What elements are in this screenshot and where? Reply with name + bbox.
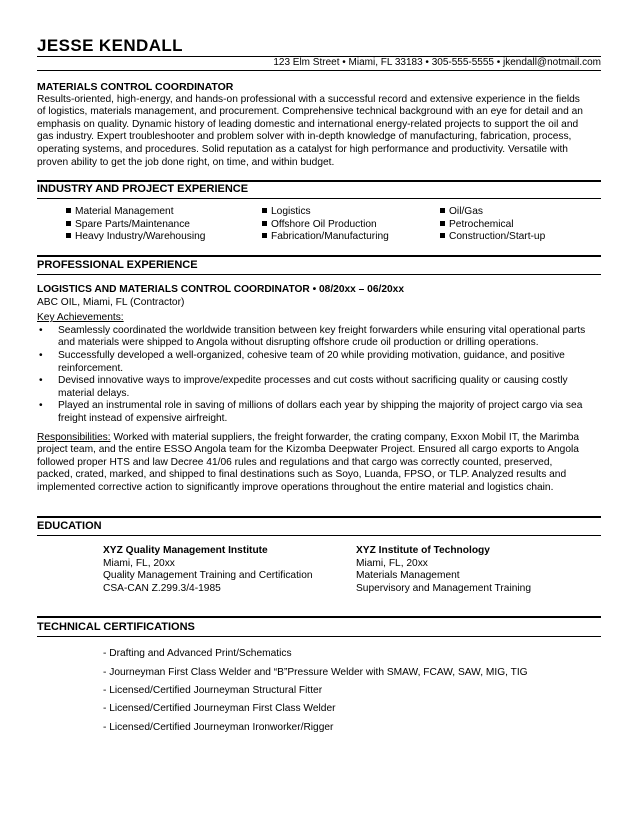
section-rule [37, 616, 601, 618]
contact-line: 123 Elm Street • Miami, FL 33183 • 305-555-5555 • jkendall@notmail.com [273, 57, 601, 68]
summary-line: Results-oriented, high-energy, and hands-on professional with a successful record and extensive experience in the fields [37, 93, 580, 105]
certifications-heading: TECHNICAL CERTIFICATIONS [37, 621, 195, 633]
education-entry: XYZ Quality Management Institute Miami, FL, 20xx Quality Management Training and Certification CSA-CAN Z.299.3/4-1985 [103, 545, 313, 594]
achievement-item: • Devised innovative ways to improve/expedite processes and cut costs without sacrificing quality or causing costly material delays. [39, 375, 568, 399]
section-rule [37, 274, 601, 275]
square-bullet-icon [262, 208, 267, 213]
certification-item: - Licensed/Certified Journeyman Ironworker/Rigger [103, 722, 334, 733]
square-bullet-icon [66, 233, 71, 238]
school-name: XYZ Institute of Technology [356, 545, 490, 556]
industry-item: Construction/Start-up [440, 231, 545, 244]
industry-item: Oil/Gas [440, 206, 545, 219]
responsibilities-paragraph: Responsibilities: Worked with material suppliers, the freight forwarder, the crating company, Exxon Mobil IT, the Marimba project team, and the entire ESSO Angola team for the Kizomba Deepwater Project. Ensured all cargo exports to Angola followed proper HTS and law Decree 41/06 rules and regulations and that cargo was correctly counted, preserved, packed, crated, marked, and shipped to final destinations such as Soyo, Luanda, FPSO, or TLP. Analyzed results and implemented corrective action to significantly improve operations throughout the entire material and logistics chain. [37, 431, 580, 493]
bullet-dot-icon: • [39, 324, 43, 336]
bullet-dot-icon: • [39, 400, 43, 412]
candidate-name: JESSE KENDALL [37, 36, 183, 55]
summary-line: gas industry. Expert troubleshooter and problem solver with in-depth knowledge of manufacturing, fabrication, process, [37, 131, 572, 143]
industry-column-1 [66, 206, 205, 244]
industry-item: Logistics [262, 206, 389, 219]
section-rule [37, 516, 601, 518]
square-bullet-icon [66, 208, 71, 213]
achievement-item: • Seamlessly coordinated the worldwide transition between key freight forwarders while ensuring vital operational parts and materials were shipped to Angola without disrupting offshore crude oil production or drilling operations. [39, 324, 586, 349]
experience-heading: PROFESSIONAL EXPERIENCE [37, 259, 198, 271]
section-rule [37, 535, 601, 536]
section-rule [37, 180, 601, 182]
square-bullet-icon [440, 221, 445, 226]
industry-item: Fabrication/Manufacturing [262, 231, 389, 244]
industry-item: Spare Parts/Maintenance [66, 219, 205, 232]
section-rule [37, 255, 601, 257]
industry-column-2 [262, 206, 389, 244]
experience-entry [37, 284, 601, 495]
industry-heading: INDUSTRY AND PROJECT EXPERIENCE [37, 183, 249, 195]
industry-item: Heavy Industry/Warehousing [66, 231, 205, 244]
achievements-label: Key Achievements: [37, 312, 124, 324]
industry-item: Material Management [66, 206, 205, 219]
square-bullet-icon [66, 221, 71, 226]
summary-line: emphasis on quality. Dynamic history of leading domestic and international energy-related projects to support the oil and [37, 118, 579, 130]
industry-item: Petrochemical [440, 219, 545, 232]
certification-item: - Licensed/Certified Journeyman Structural Fitter [103, 685, 323, 696]
square-bullet-icon [440, 208, 445, 213]
certification-item: - Licensed/Certified Journeyman First Class Welder [103, 703, 336, 714]
contact-rule [37, 70, 601, 71]
square-bullet-icon [262, 233, 267, 238]
education-heading: EDUCATION [37, 520, 102, 532]
industry-column-3 [440, 206, 545, 244]
education-entry: XYZ Institute of Technology Miami, FL, 20xx Materials Management Supervisory and Management Training [356, 545, 531, 594]
certification-item: - Drafting and Advanced Print/Schematics [103, 648, 292, 659]
achievement-item: • Played an instrumental role in saving of millions of dollars each year by shipping the majority of project cargo via sea freight instead of expensive airfreight. [39, 400, 583, 424]
summary-line: operating systems, and procedures. Solid reputation as a catalyst for high performance and productivity. Versatile with [37, 143, 568, 155]
summary-title: MATERIALS CONTROL COORDINATOR [37, 81, 234, 93]
industry-item: Offshore Oil Production [262, 219, 389, 232]
section-rule [37, 198, 601, 199]
bullet-dot-icon: • [39, 375, 43, 387]
certification-item: - Journeyman First Class Welder and “B”Pressure Welder with SMAW, FCAW, SAW, MIG, TIG [103, 667, 528, 678]
summary-line: of logistics, materials management, and procurement. Comprehensive technical background with an eye for detail and an [37, 106, 583, 118]
company-line: ABC OIL, Miami, FL (Contractor) [37, 296, 185, 308]
section-rule [37, 636, 601, 637]
achievement-item: • Successfully developed a well-organized, cohesive team of 20 while providing motivation, guidance, and positive reinforcement. [39, 349, 565, 374]
school-name: XYZ Quality Management Institute [103, 545, 268, 556]
summary-section [37, 81, 601, 169]
square-bullet-icon [262, 221, 267, 226]
square-bullet-icon [440, 233, 445, 238]
responsibilities-label: Responsibilities: [37, 431, 111, 443]
summary-line: proven ability to get the job done right, on time, and within budget. [37, 156, 335, 168]
bullet-dot-icon: • [39, 349, 43, 361]
job-title: LOGISTICS AND MATERIALS CONTROL COORDINATOR • 08/20xx – 06/20xx [37, 284, 404, 295]
